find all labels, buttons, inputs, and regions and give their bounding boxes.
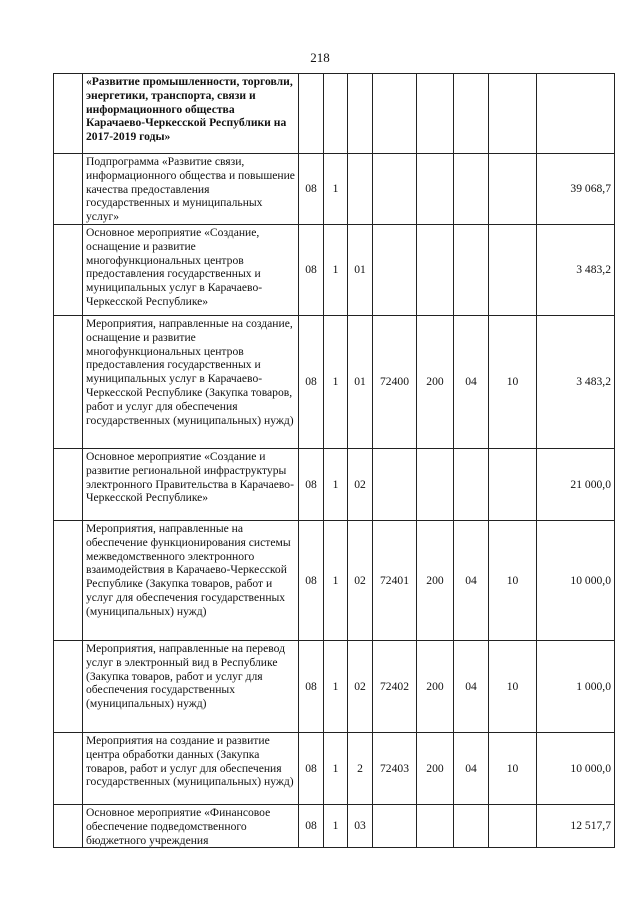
table-row (54, 448, 615, 520)
row-subprogram-cell: 1 (324, 804, 348, 847)
row-subsection-cell: 10 (489, 732, 537, 804)
row-subsection-cell (489, 448, 537, 520)
row-section-cell: 04 (454, 315, 489, 448)
row-section-cell: 04 (454, 640, 489, 732)
row-gutter-cell (54, 732, 83, 804)
table-row (54, 154, 615, 225)
table-row (54, 315, 615, 448)
row-amount-cell: 3 483,2 (537, 224, 615, 315)
table-row (54, 520, 615, 640)
row-main-measure-cell: 2 (348, 732, 373, 804)
row-direction-cell: 72402 (373, 640, 417, 732)
row-ministry-code-cell: 08 (299, 448, 324, 520)
row-expense-type-cell: 200 (417, 315, 454, 448)
table-row (54, 74, 615, 154)
row-name-cell: Основное мероприятие «Создание и развитие региональной инфраструктуры электронного Правительства в Карачаево-Черкесской Республике» (83, 448, 299, 520)
row-expense-type-cell (417, 224, 454, 315)
row-ministry-code-cell (299, 74, 324, 154)
row-section-cell (454, 448, 489, 520)
row-subprogram-cell: 1 (324, 448, 348, 520)
row-subsection-cell (489, 74, 537, 154)
row-amount-cell: 39 068,7 (537, 154, 615, 225)
row-expense-type-cell (417, 154, 454, 225)
row-main-measure-cell: 02 (348, 520, 373, 640)
row-ministry-code-cell: 08 (299, 154, 324, 225)
row-gutter-cell (54, 520, 83, 640)
row-direction-cell (373, 74, 417, 154)
row-ministry-code-cell: 08 (299, 520, 324, 640)
row-section-cell (454, 224, 489, 315)
row-subprogram-cell (324, 74, 348, 154)
row-amount-cell: 3 483,2 (537, 315, 615, 448)
row-subprogram-cell: 1 (324, 520, 348, 640)
row-subprogram-cell: 1 (324, 640, 348, 732)
page-number: 218 (310, 50, 330, 65)
row-amount-cell: 12 517,7 (537, 804, 615, 847)
row-subprogram-cell: 1 (324, 224, 348, 315)
row-direction-cell (373, 448, 417, 520)
row-main-measure-cell: 03 (348, 804, 373, 847)
table-row (54, 224, 615, 315)
row-main-measure-cell (348, 74, 373, 154)
row-direction-cell (373, 154, 417, 225)
row-name-cell: Мероприятия, направленные на перевод услуг в электронный вид в Республике (Закупка товаров, работ и услуг для обеспечения государственных (муниципальных) нужд) (83, 640, 299, 732)
row-main-measure-cell (348, 154, 373, 225)
row-name-cell: Мероприятия, направленные на обеспечение функционирования системы межведомственного электронного взаимодействия в Карачаево-Черкесской Республике (Закупка товаров, работ и услуг для обеспечения государственных (муниципальных) нужд) (83, 520, 299, 640)
row-direction-cell: 72400 (373, 315, 417, 448)
row-direction-cell: 72403 (373, 732, 417, 804)
table-row (54, 804, 615, 847)
row-name-cell: Основное мероприятие «Создание, оснащение и развитие многофункциональных центров предоставления государственных и муниципальных услуг в Карачаево-Черкесской Республике» (83, 224, 299, 315)
row-amount-cell: 1 000,0 (537, 640, 615, 732)
row-expense-type-cell: 200 (417, 520, 454, 640)
row-subsection-cell: 10 (489, 315, 537, 448)
row-ministry-code-cell: 08 (299, 804, 324, 847)
row-ministry-code-cell: 08 (299, 315, 324, 448)
budget-table (53, 73, 615, 848)
row-amount-cell: 21 000,0 (537, 448, 615, 520)
row-subprogram-cell: 1 (324, 154, 348, 225)
row-name-cell: Основное мероприятие «Финансовое обеспечение подведомственного бюджетного учреждения (83, 804, 299, 847)
row-expense-type-cell (417, 804, 454, 847)
row-gutter-cell (54, 804, 83, 847)
row-name-cell: «Развитие промышленности, торговли, энергетики, транспорта, связи и информационного общества Карачаево-Черкесской Республики на 2017-2019 годы» (83, 74, 299, 154)
row-gutter-cell (54, 224, 83, 315)
table-row (54, 640, 615, 732)
row-direction-cell (373, 224, 417, 315)
row-ministry-code-cell: 08 (299, 640, 324, 732)
table-body (54, 74, 615, 848)
row-section-cell (454, 154, 489, 225)
row-section-cell: 04 (454, 520, 489, 640)
row-subsection-cell (489, 154, 537, 225)
row-ministry-code-cell: 08 (299, 732, 324, 804)
row-amount-cell (537, 74, 615, 154)
row-name-cell: Мероприятия на создание и развитие центра обработки данных (Закупка товаров, работ и услуг для обеспечения государственных (муниципальных) нужд) (83, 732, 299, 804)
row-expense-type-cell (417, 74, 454, 154)
row-direction-cell: 72401 (373, 520, 417, 640)
row-main-measure-cell: 01 (348, 315, 373, 448)
row-gutter-cell (54, 74, 83, 154)
row-subsection-cell (489, 224, 537, 315)
row-main-measure-cell: 01 (348, 224, 373, 315)
row-main-measure-cell: 02 (348, 448, 373, 520)
row-subprogram-cell: 1 (324, 315, 348, 448)
row-section-cell (454, 74, 489, 154)
row-gutter-cell (54, 640, 83, 732)
row-subprogram-cell: 1 (324, 732, 348, 804)
row-gutter-cell (54, 315, 83, 448)
row-ministry-code-cell: 08 (299, 224, 324, 315)
table-row (54, 732, 615, 804)
row-section-cell (454, 804, 489, 847)
row-subsection-cell: 10 (489, 520, 537, 640)
row-subsection-cell: 10 (489, 640, 537, 732)
row-main-measure-cell: 02 (348, 640, 373, 732)
row-section-cell: 04 (454, 732, 489, 804)
row-gutter-cell (54, 448, 83, 520)
row-direction-cell (373, 804, 417, 847)
row-name-cell: Подпрограмма «Развитие связи, информационного общества и повышение качества предоставления государственных и муниципальных услуг» (83, 154, 299, 225)
row-amount-cell: 10 000,0 (537, 520, 615, 640)
row-gutter-cell (54, 154, 83, 225)
row-name-cell: Мероприятия, направленные на создание, оснащение и развитие многофункциональных центров предоставления государственных и муниципальных услуг в Карачаево-Черкесской Республике (Закупка товаров, работ и услуг для обеспечения государственных (муниципальных) нужд) (83, 315, 299, 448)
row-expense-type-cell: 200 (417, 732, 454, 804)
row-expense-type-cell: 200 (417, 640, 454, 732)
row-subsection-cell (489, 804, 537, 847)
row-expense-type-cell (417, 448, 454, 520)
row-amount-cell: 10 000,0 (537, 732, 615, 804)
